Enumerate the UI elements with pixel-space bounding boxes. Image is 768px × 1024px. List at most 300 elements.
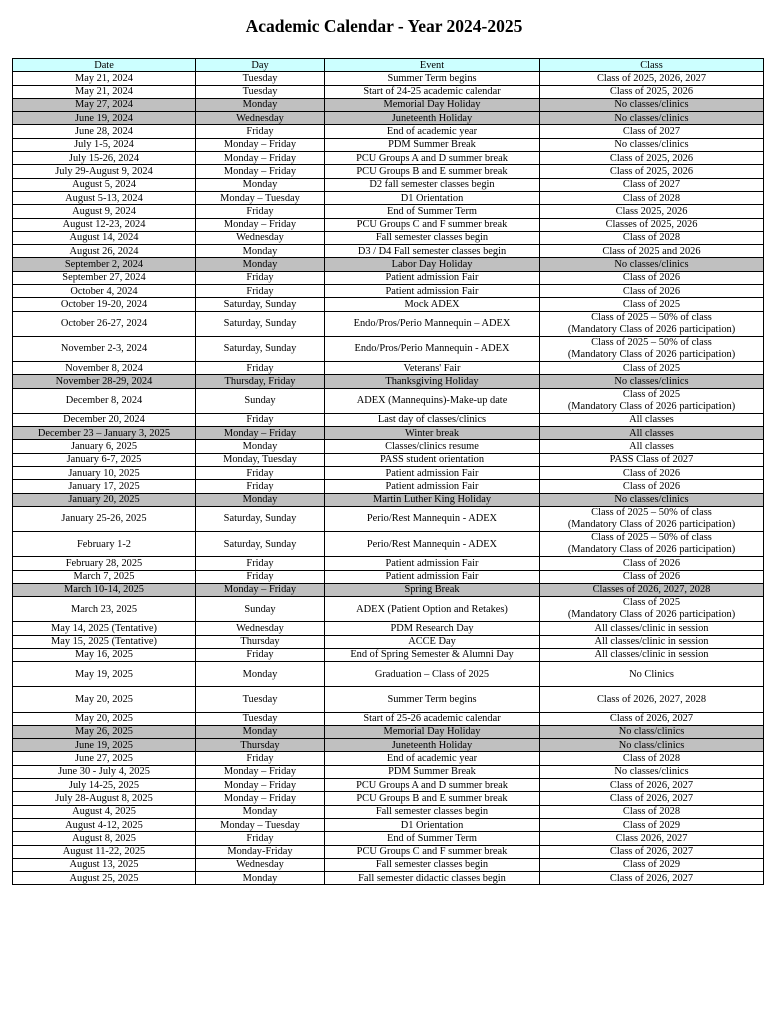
event-cell: PDM Research Day [325,622,540,635]
event-cell: Veterans' Fair [325,362,540,375]
event-cell: Perio/Rest Mannequin - ADEX [325,506,540,531]
class-cell-line: Class of 2026, 2027 [609,792,694,804]
class-cell-line: Class of 2025, 2026 [609,152,694,164]
event-cell: D2 fall semester classes begin [325,178,540,191]
event-cell: Classes/clinics resume [325,440,540,453]
day-cell: Friday [196,648,325,661]
event-cell: Thanksgiving Holiday [325,375,540,388]
class-cell [540,98,764,111]
day-cell: Friday [196,362,325,375]
event-cell: End of academic year [325,125,540,138]
day-cell: Wednesday [196,858,325,871]
table-row [13,832,764,845]
table-row [13,687,764,712]
holiday-row [13,493,764,506]
class-cell-line: Class of 2026 [622,480,681,492]
class-cell [540,336,764,361]
class-cell [540,779,764,792]
day-cell: Monday – Friday [196,218,325,231]
date-cell: January 25-26, 2025 [13,506,196,531]
class-cell-line: Class of 2025 [622,362,681,374]
event-cell: Patient admission Fair [325,466,540,479]
day-cell: Sunday [196,597,325,622]
table-row [13,152,764,165]
event-cell: PCU Groups A and D summer break [325,779,540,792]
day-cell: Saturday, Sunday [196,506,325,531]
date-cell: July 15-26, 2024 [13,152,196,165]
table-row [13,205,764,218]
day-cell: Monday – Tuesday [196,818,325,831]
table-row [13,413,764,426]
class-cell-line: Class of 2025 – 50% of class [591,507,712,519]
day-cell: Monday-Friday [196,845,325,858]
date-cell: January 17, 2025 [13,480,196,493]
date-cell: August 13, 2025 [13,858,196,871]
class-cell [540,388,764,413]
table-row [13,218,764,231]
event-cell: Juneteenth Holiday [325,112,540,125]
event-cell: PCU Groups B and E summer break [325,792,540,805]
day-cell: Sunday [196,388,325,413]
date-cell: June 28, 2024 [13,125,196,138]
date-cell: May 20, 2025 [13,712,196,725]
table-row [13,388,764,413]
table-row [13,792,764,805]
event-column-header: Event [325,59,540,72]
day-cell: Tuesday [196,85,325,98]
day-cell: Monday – Friday [196,779,325,792]
day-cell: Monday [196,872,325,885]
date-cell: January 6, 2025 [13,440,196,453]
date-cell: August 11-22, 2025 [13,845,196,858]
class-cell [540,765,764,778]
date-cell: March 7, 2025 [13,570,196,583]
class-cell-line: No Clinics [629,668,674,680]
class-cell-line: Class of 2026, 2027 [609,872,694,884]
day-cell: Friday [196,570,325,583]
day-cell: Friday [196,480,325,493]
class-cell-line: Class of 2029 [622,859,681,871]
class-cell [540,739,764,752]
date-cell: January 10, 2025 [13,466,196,479]
day-cell: Wednesday [196,231,325,244]
table-row [13,570,764,583]
class-cell-line: Class 2025, 2026 [615,205,688,217]
date-cell: May 16, 2025 [13,648,196,661]
class-cell [540,480,764,493]
day-cell: Saturday, Sunday [196,311,325,336]
date-cell: July 29-August 9, 2024 [13,165,196,178]
event-cell: Summer Term begins [325,687,540,712]
date-cell: October 19-20, 2024 [13,298,196,311]
event-cell: Start of 25-26 academic calendar [325,712,540,725]
event-cell: PDM Summer Break [325,765,540,778]
table-row [13,597,764,622]
event-cell: Perio/Rest Mannequin - ADEX [325,532,540,557]
class-cell-line: Class of 2028 [622,192,681,204]
event-cell: D1 Orientation [325,818,540,831]
holiday-row [13,725,764,738]
class-cell-line: Class of 2028 [622,806,681,818]
day-cell: Monday – Friday [196,427,325,440]
day-cell: Tuesday [196,72,325,85]
event-cell: ADEX (Patient Option and Retakes) [325,597,540,622]
event-cell: Patient admission Fair [325,285,540,298]
class-cell-line: All classes [629,440,674,452]
class-cell [540,375,764,388]
class-cell [540,178,764,191]
class-cell [540,231,764,244]
event-cell: Mock ADEX [325,298,540,311]
date-cell: January 20, 2025 [13,493,196,506]
event-cell: Fall semester classes begin [325,805,540,818]
class-cell-line: All classes/clinic in session [594,649,709,661]
day-cell: Friday [196,413,325,426]
class-cell [540,112,764,125]
event-cell: Labor Day Holiday [325,258,540,271]
event-cell: End of academic year [325,752,540,765]
date-cell: June 27, 2025 [13,752,196,765]
holiday-row [13,739,764,752]
class-cell-line: Class of 2025, 2026, 2027 [596,72,707,84]
date-column-header: Date [13,59,196,72]
calendar-body [13,72,764,885]
table-row [13,480,764,493]
class-cell [540,440,764,453]
date-cell: November 8, 2024 [13,362,196,375]
date-cell: June 19, 2024 [13,112,196,125]
table-row [13,779,764,792]
date-cell: August 9, 2024 [13,205,196,218]
class-cell-line: No classes/clinics [614,139,689,151]
day-cell: Friday [196,752,325,765]
day-column-header: Day [196,59,325,72]
day-cell: Monday, Tuesday [196,453,325,466]
table-row [13,805,764,818]
page-title: Academic Calendar - Year 2024-2025 [245,16,523,36]
class-cell [540,271,764,284]
event-cell: PCU Groups B and E summer break [325,165,540,178]
date-cell: October 26-27, 2024 [13,311,196,336]
holiday-row [13,427,764,440]
day-cell: Friday [196,466,325,479]
class-cell-line: Class of 2025 and 2026 [602,245,701,257]
event-cell: Patient admission Fair [325,271,540,284]
event-cell: PASS student orientation [325,453,540,466]
day-cell: Monday [196,440,325,453]
class-cell [540,165,764,178]
event-cell: End of Summer Term [325,205,540,218]
day-cell: Thursday [196,635,325,648]
class-cell [540,125,764,138]
day-cell: Tuesday [196,712,325,725]
class-cell-line: No class/clinics [618,739,685,751]
event-cell: Spring Break [325,583,540,596]
date-cell: May 21, 2024 [13,72,196,85]
class-cell-line: Class of 2026, 2027 [609,779,694,791]
class-cell-line: PASS Class of 2027 [609,454,694,466]
day-cell: Monday – Friday [196,792,325,805]
day-cell: Wednesday [196,112,325,125]
class-cell [540,453,764,466]
event-cell: PDM Summer Break [325,138,540,151]
class-cell-line: Class of 2025 – 50% of class [591,311,712,323]
date-cell: May 19, 2025 [13,662,196,687]
class-cell-line: No classes/clinics [614,112,689,124]
table-row [13,858,764,871]
class-cell [540,635,764,648]
date-cell: May 27, 2024 [13,98,196,111]
event-cell: ADEX (Mannequins)-Make-up date [325,388,540,413]
day-cell: Monday [196,178,325,191]
class-cell-line: Class of 2026, 2027 [609,846,694,858]
date-cell: August 26, 2024 [13,245,196,258]
table-row [13,440,764,453]
date-cell: December 8, 2024 [13,388,196,413]
event-cell: Last day of classes/clinics [325,413,540,426]
day-cell: Saturday, Sunday [196,532,325,557]
date-cell: July 1-5, 2024 [13,138,196,151]
day-cell: Monday [196,662,325,687]
day-cell: Friday [196,557,325,570]
class-cell [540,845,764,858]
class-cell [540,872,764,885]
event-cell: Graduation – Class of 2025 [325,662,540,687]
date-cell: June 30 - July 4, 2025 [13,765,196,778]
event-cell: Winter break [325,427,540,440]
table-row [13,453,764,466]
date-cell: May 20, 2025 [13,687,196,712]
class-cell [540,493,764,506]
table-row [13,178,764,191]
event-cell: End of Spring Semester & Alumni Day [325,648,540,661]
table-row [13,311,764,336]
class-cell-line: All classes/clinic in session [594,636,709,648]
table-header-row [13,59,764,72]
event-cell: Patient admission Fair [325,480,540,493]
table-row [13,231,764,244]
date-cell: August 5, 2024 [13,178,196,191]
class-cell [540,805,764,818]
class-cell-line: All classes [629,427,674,439]
class-cell [540,362,764,375]
class-cell [540,570,764,583]
holiday-row [13,583,764,596]
table-row [13,72,764,85]
class-cell [540,72,764,85]
class-cell [540,245,764,258]
class-cell [540,152,764,165]
class-cell [540,298,764,311]
date-cell: May 15, 2025 (Tentative) [13,635,196,648]
class-cell-line: Class of 2025 – 50% of class [591,532,712,544]
table-row [13,752,764,765]
day-cell: Monday [196,258,325,271]
class-cell-line: (Mandatory Class of 2026 participation) [567,348,736,360]
day-cell: Saturday, Sunday [196,298,325,311]
class-cell-line: Class of 2028 [622,753,681,765]
holiday-row [13,258,764,271]
day-cell: Monday – Friday [196,138,325,151]
holiday-row [13,98,764,111]
date-cell: December 20, 2024 [13,413,196,426]
class-cell [540,648,764,661]
class-cell-line: Class of 2026, 2027 [609,713,694,725]
event-cell: Fall semester classes begin [325,858,540,871]
class-cell [540,662,764,687]
table-row [13,635,764,648]
date-cell: November 2-3, 2024 [13,336,196,361]
table-row [13,818,764,831]
class-cell [540,557,764,570]
class-cell-line: No classes/clinics [614,99,689,111]
event-cell: Endo/Pros/Perio Mannequin – ADEX [325,311,540,336]
day-cell: Tuesday [196,687,325,712]
event-cell: PCU Groups C and F summer break [325,218,540,231]
class-cell [540,311,764,336]
day-cell: Thursday, Friday [196,375,325,388]
class-cell-line: (Mandatory Class of 2026 participation) [567,609,736,621]
class-cell [540,597,764,622]
day-cell: Thursday [196,739,325,752]
event-cell: Patient admission Fair [325,570,540,583]
day-cell: Monday – Friday [196,152,325,165]
day-cell: Friday [196,271,325,284]
class-cell-line: All classes/clinic in session [594,622,709,634]
event-cell: Start of 24-25 academic calendar [325,85,540,98]
class-cell [540,506,764,531]
class-cell-line: Class of 2028 [622,232,681,244]
date-cell: March 10-14, 2025 [13,583,196,596]
day-cell: Friday [196,125,325,138]
date-cell: July 28-August 8, 2025 [13,792,196,805]
date-cell: August 4, 2025 [13,805,196,818]
day-cell: Monday [196,805,325,818]
class-cell-line: Class of 2025 [622,597,681,609]
class-cell-line: Class of 2026 [622,467,681,479]
date-cell: July 14-25, 2025 [13,779,196,792]
date-cell: December 23 – January 3, 2025 [13,427,196,440]
table-row [13,845,764,858]
class-column-header: Class [540,59,764,72]
class-cell-line: Class of 2025, 2026 [609,165,694,177]
class-cell [540,85,764,98]
day-cell: Monday [196,98,325,111]
class-cell-line: Class of 2026 [622,285,681,297]
date-cell: August 5-13, 2024 [13,191,196,204]
class-cell-line: (Mandatory Class of 2026 participation) [567,323,736,335]
date-cell: September 2, 2024 [13,258,196,271]
class-cell [540,622,764,635]
date-cell: August 25, 2025 [13,872,196,885]
event-cell: Martin Luther King Holiday [325,493,540,506]
holiday-row [13,112,764,125]
date-cell: February 28, 2025 [13,557,196,570]
class-cell-line: No class/clinics [618,726,685,738]
event-cell: Fall semester classes begin [325,231,540,244]
event-cell: D1 Orientation [325,191,540,204]
day-cell: Monday [196,245,325,258]
table-row [13,648,764,661]
day-cell: Friday [196,832,325,845]
class-cell-line: Classes of 2025, 2026 [605,219,698,231]
class-cell-line: Class of 2025 [622,298,681,310]
table-row [13,138,764,151]
table-row [13,506,764,531]
event-cell: Summer Term begins [325,72,540,85]
event-cell: Juneteenth Holiday [325,739,540,752]
table-row [13,165,764,178]
date-cell: January 6-7, 2025 [13,453,196,466]
event-cell: PCU Groups A and D summer break [325,152,540,165]
class-cell-line: All classes [629,414,674,426]
class-cell-line: Class of 2025, 2026 [609,86,694,98]
class-cell [540,792,764,805]
class-cell [540,427,764,440]
class-cell-line: Class 2026, 2027 [615,832,688,844]
class-cell [540,858,764,871]
table-row [13,191,764,204]
date-cell: May 14, 2025 (Tentative) [13,622,196,635]
date-cell: September 27, 2024 [13,271,196,284]
class-cell [540,725,764,738]
class-cell [540,532,764,557]
table-row [13,662,764,687]
class-cell-line: Class of 2026 [622,272,681,284]
class-cell-line: Classes of 2026, 2027, 2028 [592,584,711,596]
class-cell-line: (Mandatory Class of 2026 participation) [567,518,736,530]
day-cell: Monday [196,493,325,506]
table-row [13,85,764,98]
class-cell [540,413,764,426]
table-row [13,557,764,570]
class-cell [540,832,764,845]
table-row [13,872,764,885]
class-cell-line: Class of 2026 [622,557,681,569]
class-cell [540,712,764,725]
class-cell [540,687,764,712]
table-row [13,466,764,479]
date-cell: March 23, 2025 [13,597,196,622]
table-row [13,245,764,258]
class-cell-line: No classes/clinics [614,375,689,387]
day-cell: Friday [196,285,325,298]
table-row [13,765,764,778]
academic-calendar-table [12,58,764,885]
table-row [13,271,764,284]
date-cell: February 1-2 [13,532,196,557]
date-cell: May 26, 2025 [13,725,196,738]
holiday-row [13,375,764,388]
class-cell-line: Class of 2027 [622,179,681,191]
class-cell [540,466,764,479]
class-cell-line: Class of 2025 – 50% of class [591,337,712,349]
event-cell: End of Summer Term [325,832,540,845]
class-cell [540,191,764,204]
day-cell: Monday [196,725,325,738]
table-row [13,532,764,557]
date-cell: May 21, 2024 [13,85,196,98]
class-cell-line: Class of 2026 [622,571,681,583]
day-cell: Monday – Friday [196,583,325,596]
class-cell [540,752,764,765]
class-cell [540,138,764,151]
event-cell: Endo/Pros/Perio Mannequin - ADEX [325,336,540,361]
event-cell: Memorial Day Holiday [325,725,540,738]
date-cell: August 4-12, 2025 [13,818,196,831]
day-cell: Monday – Tuesday [196,191,325,204]
table-row [13,622,764,635]
